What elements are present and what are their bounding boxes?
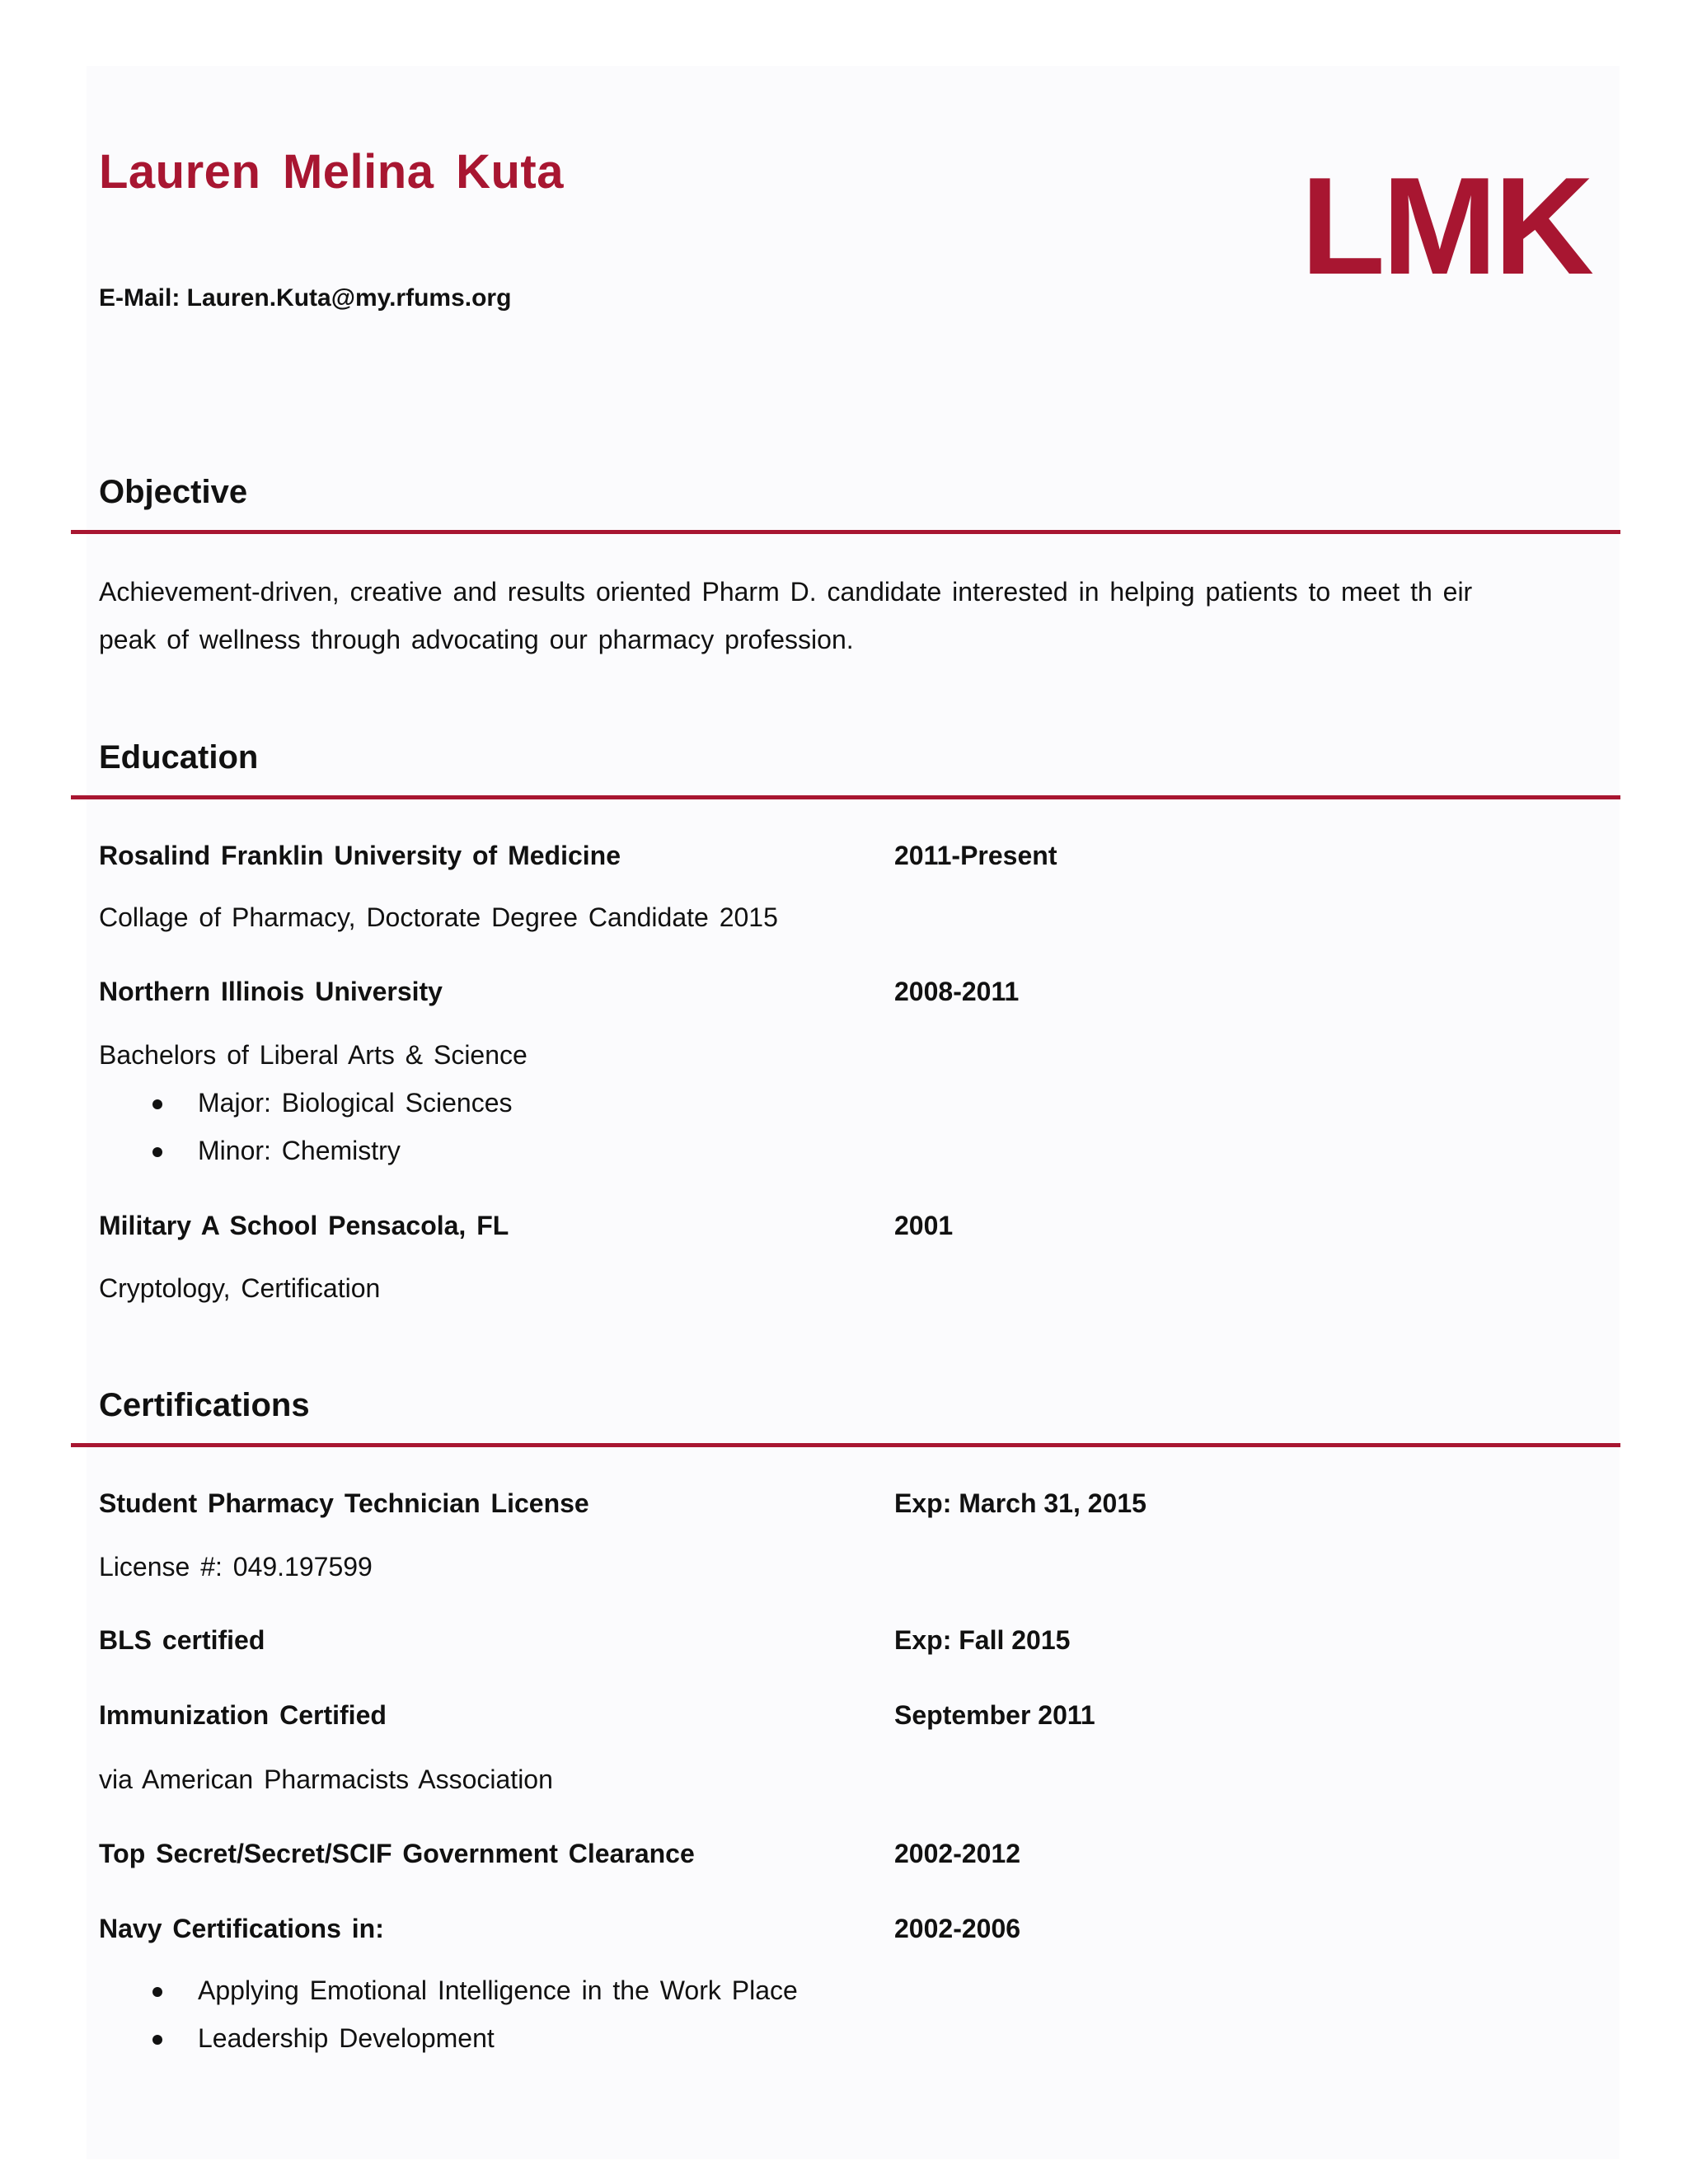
education-date: 2001 xyxy=(894,1211,954,1240)
objective-text-line: peak of wellness through advocating our pharmacy profession. xyxy=(99,625,854,654)
section-divider xyxy=(71,1443,1620,1447)
education-date: 2008-2011 xyxy=(894,977,1020,1006)
education-detail: Collage of Pharmacy, Doctorate Degree Candidate 2015 xyxy=(99,902,778,932)
education-detail: Bachelors of Liberal Arts & Science xyxy=(99,1040,528,1070)
list-item: Leadership Development xyxy=(198,2023,495,2053)
section-divider xyxy=(71,530,1620,534)
monogram-logo: LMK xyxy=(1301,148,1591,303)
list-item: Minor: Chemistry xyxy=(198,1136,401,1165)
list-item: Major: Biological Sciences xyxy=(198,1088,513,1118)
education-school: Rosalind Franklin University of Medicine xyxy=(99,841,621,870)
certification-detail: via American Pharmacists Association xyxy=(99,1765,553,1794)
candidate-name: Lauren Melina Kuta xyxy=(99,145,564,199)
objective-text-line: Achievement-driven, creative and results oriented Pharm D. candidate interested in helping patients to meet th eir xyxy=(99,577,1473,607)
certification-name: Immunization Certified xyxy=(99,1700,387,1730)
list-item: Applying Emotional Intelligence in the Work Place xyxy=(198,1975,798,2005)
section-title-education: Education xyxy=(99,739,259,776)
bullet-icon xyxy=(152,1147,162,1157)
section-title-objective: Objective xyxy=(99,474,248,510)
certification-date: Exp: March 31, 2015 xyxy=(894,1488,1146,1518)
education-school: Military A School Pensacola, FL xyxy=(99,1211,509,1240)
email-line: E-Mail: Lauren.Kuta@my.rfums.org xyxy=(99,284,512,312)
education-school: Northern Illinois University xyxy=(99,977,443,1006)
section-title-certifications: Certifications xyxy=(99,1387,310,1423)
bullet-icon xyxy=(152,1099,162,1109)
section-divider xyxy=(71,795,1620,799)
bullet-icon xyxy=(152,1987,162,1997)
certification-date: 2002-2006 xyxy=(894,1914,1021,1943)
bullet-icon xyxy=(152,2035,162,2045)
certification-name: BLS certified xyxy=(99,1625,265,1655)
certification-date: September 2011 xyxy=(894,1700,1095,1730)
certification-name: Top Secret/Secret/SCIF Government Clearance xyxy=(99,1839,695,1868)
certification-name: Student Pharmacy Technician License xyxy=(99,1488,589,1518)
certification-detail: License #: 049.197599 xyxy=(99,1552,373,1582)
education-detail: Cryptology, Certification xyxy=(99,1273,381,1303)
certification-name: Navy Certifications in: xyxy=(99,1914,384,1943)
certification-date: Exp: Fall 2015 xyxy=(894,1625,1071,1655)
education-date: 2011-Present xyxy=(894,841,1057,870)
certification-date: 2002-2012 xyxy=(894,1839,1021,1868)
